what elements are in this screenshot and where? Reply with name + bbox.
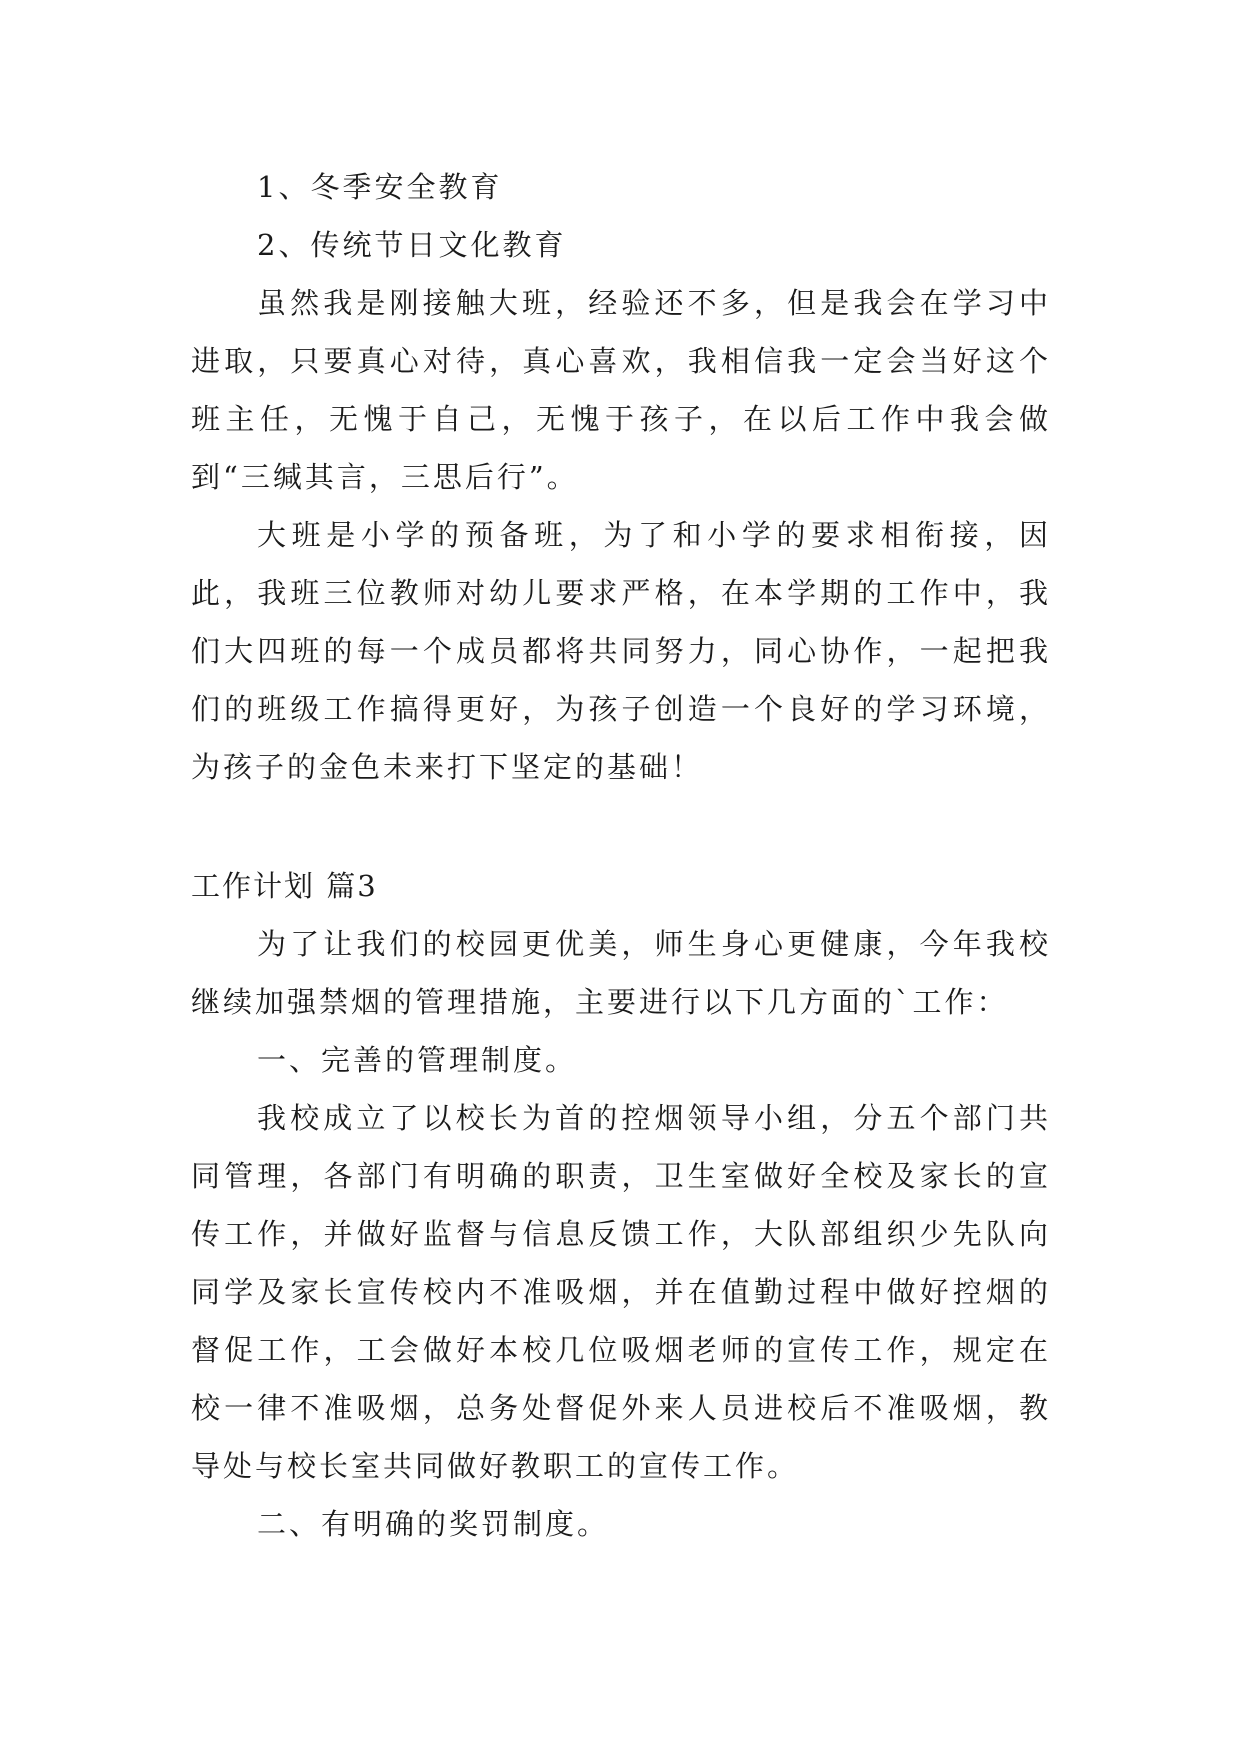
- paragraph-control-group: 我校成立了以校长为首的控烟领导小组，分五个部门共同管理，各部门有明确的职责，卫生室做好全校及家长的宣传工作，并做好监督与信息反馈工作，大队部组织少先队向同学及家长宣传校内不准吸烟，并在值勤过程中做好控烟的督促工作，工会做好本校几位吸烟老师的宣传工作，规定在校一律不准吸烟，总务处督促外来人员进校后不准吸烟，教导处与校长室共同做好教职工的宣传工作。: [191, 1101, 1051, 1483]
- list-item-winter-safety: 1、冬季安全教育: [257, 170, 503, 204]
- paragraph-class-goal: 大班是小学的预备班，为了和小学的要求相衔接，因此，我班三位教师对幼儿要求严格，在本学期的工作中，我们大四班的每一个成员都将共同努力，同心协作，一起把我们的班级工作搞得更好，为孩子创造一个良好的学习环境，为孩子的金色未来打下坚定的基础！: [191, 518, 1051, 784]
- subheading-reward-punishment: 二、有明确的奖罚制度。: [257, 1507, 610, 1541]
- section-before: [191, 158, 1051, 796]
- subheading-management-system: 一、完善的管理制度。: [257, 1043, 578, 1077]
- paragraph-intro: 为了让我们的校园更优美，师生身心更健康，今年我校继续加强禁烟的管理措施，主要进行以下几方面的`工作：: [191, 927, 1051, 1019]
- list-item-traditional-festival: 2、传统节日文化教育: [257, 228, 567, 262]
- section-title: 工作计划 篇3: [191, 869, 378, 903]
- section-3: [191, 857, 1051, 1553]
- paragraph-new-class-teacher: 虽然我是刚接触大班，经验还不多，但是我会在学习中进取，只要真心对待，真心喜欢，我相信我一定会当好这个班主任，无愧于自己，无愧于孩子，在以后工作中我会做到“三缄其言，三思后行”。: [191, 286, 1051, 494]
